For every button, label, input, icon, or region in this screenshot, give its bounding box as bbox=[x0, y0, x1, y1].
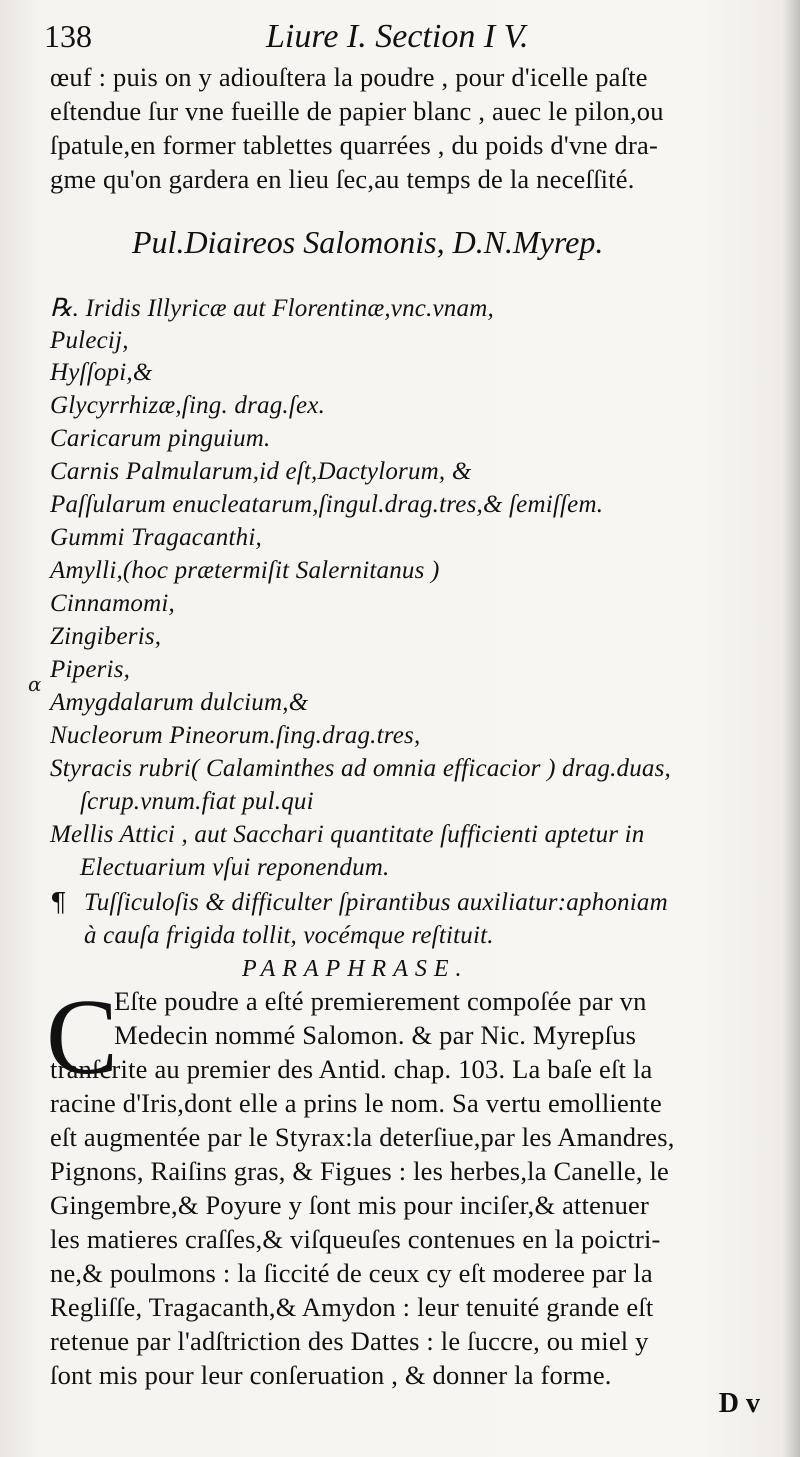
recipe-line: Caricarum pinguium. bbox=[50, 425, 271, 452]
paraphrase-line: retenue par l'adſtriction des Dattes : le ſuccre, ou miel y bbox=[50, 1326, 649, 1356]
margin-mark: ɑ bbox=[28, 672, 42, 696]
paraphrase-line: eſt augmentée par le Styrax:la deterſiue,par les Amandres, bbox=[50, 1122, 675, 1152]
running-head: Liure I. Section I V. bbox=[266, 18, 529, 55]
paraphrase-line: tranſcrite au premier des Antid. chap. 103. La baſe eſt la bbox=[50, 1054, 653, 1084]
recipe-line: Hyſſopi,& bbox=[50, 359, 153, 386]
recipe-line: Glycyrrhizæ,ſing. drag.ſex. bbox=[50, 392, 326, 419]
recipe-line: Mellis Attici , aut Sacchari quantitate ſufficienti aptetur in bbox=[50, 821, 645, 848]
recipe-line: Pulecij, bbox=[50, 327, 129, 354]
virtue-line: Tuſſiculoſis & difficulter ſpirantibus auxiliatur:aphoniam bbox=[84, 889, 668, 916]
recipe-line: Electuarium vſui reponendum. bbox=[80, 854, 390, 881]
recipe-line: Styracis rubri( Calaminthes ad omnia efficacior ) drag.duas, bbox=[50, 755, 671, 782]
paraphrase-line: racine d'Iris,dont elle a prins le nom. Sa vertu emolliente bbox=[50, 1088, 662, 1118]
pilcrow-icon: ¶ bbox=[50, 888, 67, 918]
intro-line: œuf : puis on y adiouſtera la poudre , pour d'icelle paſte bbox=[50, 62, 648, 92]
recipe-line: Paſſularum enucleatarum,ſingul.drag.tres,& ſemiſſem. bbox=[50, 491, 604, 518]
recipe-title: Pul.Diaireos Salomonis, D.N.Myrep. bbox=[132, 224, 604, 260]
paraphrase-line: ſont mis pour leur conſeruation , & donner la forme. bbox=[50, 1360, 612, 1390]
signature-mark: D v bbox=[718, 1388, 760, 1419]
intro-line: gme qu'on gardera en lieu ſec,au temps de la neceſſité. bbox=[50, 164, 635, 194]
drop-cap: C bbox=[46, 978, 119, 1097]
paraphrase-line: Gingembre,& Poyure y ſont mis pour inciſer,& attenuer bbox=[50, 1190, 650, 1220]
page-edge-shadow bbox=[782, 0, 800, 1457]
recipe-line: Piperis, bbox=[50, 656, 131, 683]
recipe-line: Amylli,(hoc prætermiſit Salernitanus ) bbox=[50, 557, 440, 584]
recipe-line: Gummi Tragacanthi, bbox=[50, 524, 262, 551]
recipe-line: ℞. Iridis Illyricæ aut Florentinæ,vnc.vnam, bbox=[50, 295, 494, 322]
paraphrase-line: Medecin nommé Salomon. & par Nic. Myrepſus bbox=[114, 1020, 637, 1050]
paraphrase-line: les matieres craſſes,& viſqueuſes contenues en la poictri- bbox=[50, 1224, 661, 1254]
paraphrase-line: Pignons, Raiſins gras, & Figues : les herbes,la Canelle, le bbox=[50, 1156, 670, 1186]
recipe-line: ſcrup.vnum.fiat pul.qui bbox=[80, 788, 314, 815]
intro-line: eſtendue ſur vne fueille de papier blanc , auec le pilon,ou bbox=[50, 96, 664, 126]
page-number: 138 bbox=[44, 18, 92, 54]
recipe-line: Nucleorum Pineorum.ſing.drag.tres, bbox=[50, 722, 421, 749]
recipe-line: Carnis Palmularum,id eſt,Dactylorum, & bbox=[50, 458, 472, 485]
intro-line: ſpatule,en former tablettes quarrées , du poids d'vne dra- bbox=[50, 130, 658, 160]
paraphrase-line: Regliſſe, Tragacanth,& Amydon : leur tenuité grande eſt bbox=[50, 1292, 654, 1322]
paraphrase-line: ne,& poulmons : la ſiccité de ceux cy eſt moderee par la bbox=[50, 1258, 653, 1288]
paraphrase-line: Eſte poudre a eſté premierement compoſée par vn bbox=[114, 986, 647, 1016]
virtue-line: à cauſa frigida tollit, vocémque reſtituit. bbox=[84, 922, 494, 949]
paraphrase-heading: PARAPHRASE. bbox=[242, 956, 469, 982]
recipe-line: Zingiberis, bbox=[50, 623, 162, 650]
page-header bbox=[44, 18, 764, 62]
recipe-line: Amygdalarum dulcium,& bbox=[50, 689, 309, 716]
recipe-line: Cinnamomi, bbox=[50, 590, 175, 617]
